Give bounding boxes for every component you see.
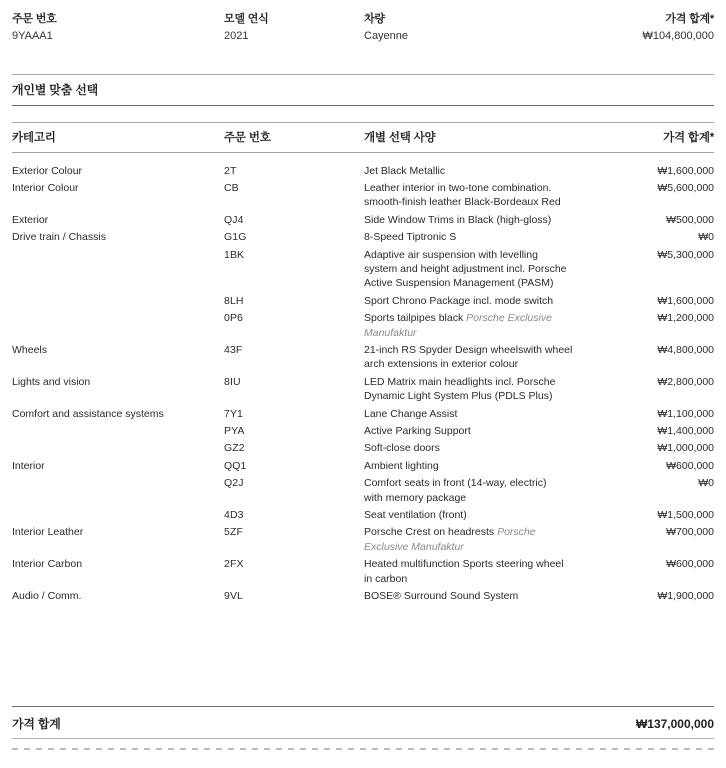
- total-row: [12, 707, 714, 738]
- table-row: [12, 440, 714, 457]
- spec-line: system and height adjustment incl. Porsche: [364, 262, 567, 275]
- cell-spec: [364, 405, 582, 422]
- table-row: [12, 246, 714, 292]
- summary-vehicle-value: Cayenne: [364, 30, 409, 42]
- total-label: 가격 합계: [12, 717, 61, 731]
- cell-price: ₩1,100,000: [657, 407, 714, 420]
- cell-price: ₩1,400,000: [657, 425, 714, 437]
- cell-spec: [364, 373, 582, 405]
- cell-order-no: 2T: [224, 164, 237, 177]
- cell-category: Exterior Colour: [12, 164, 83, 177]
- cell-category: [12, 475, 224, 507]
- cell-category: Interior Colour: [12, 181, 79, 194]
- col-header-price: 가격 합계*: [663, 132, 714, 144]
- spec-line: Heated multifunction Sports steering wheel: [364, 558, 564, 571]
- cell-spec: [364, 556, 582, 588]
- cell-category: Interior: [12, 459, 45, 472]
- cell-category: Drive train / Chassis: [12, 231, 106, 244]
- cell-price: ₩600,000: [666, 558, 714, 571]
- cell-spec: [364, 524, 582, 556]
- spec-line: 21-inch RS Spyder Design wheelswith wheel: [364, 343, 573, 356]
- cell-order-no: 2FX: [224, 558, 244, 571]
- spec-emphasis: Porsche: [494, 526, 536, 539]
- cell-order-no: 7Y1: [224, 407, 243, 420]
- cell-order-no: 43F: [224, 343, 243, 356]
- spec-line: Active Suspension Management (PASM): [364, 277, 554, 290]
- spec-line: Jet Black Metallic: [364, 164, 446, 177]
- cell-spec: [364, 440, 582, 457]
- cell-order-no: CB: [224, 181, 239, 194]
- table-row: [12, 373, 714, 405]
- spec-line: Lane Change Assist: [364, 407, 458, 420]
- section-title: 개인별 맞춤 선택: [12, 83, 99, 97]
- spec-line: with memory package: [364, 491, 467, 504]
- cell-price: ₩1,900,000: [657, 590, 714, 603]
- table-row: [12, 229, 714, 246]
- summary-vehicle-label: 차량: [364, 13, 385, 25]
- summary-vehicle: [364, 10, 582, 42]
- cell-spec: [364, 507, 582, 524]
- cell-category: [12, 423, 224, 440]
- table-row: [12, 524, 714, 556]
- spec-line: Dynamic Light System Plus (PDLS Plus): [364, 390, 553, 403]
- spec-line: Porsche Crest on headrests Porsche: [364, 526, 536, 539]
- col-header-order-no: 주문 번호: [224, 132, 271, 144]
- summary-model-year-label: 모델 연식: [224, 13, 269, 25]
- options-table: [12, 123, 714, 152]
- spec-line: Sport Chrono Package incl. mode switch: [364, 294, 554, 307]
- cell-category: [12, 246, 224, 292]
- table-row: [12, 507, 714, 524]
- cell-price: ₩5,300,000: [657, 248, 714, 261]
- cell-order-no: 1BK: [224, 248, 245, 261]
- cell-price: ₩4,800,000: [657, 343, 714, 356]
- cell-spec: [364, 341, 582, 373]
- cell-category: Interior Leather: [12, 526, 84, 539]
- options-table-body: [12, 162, 714, 605]
- spec-emphasis: Porsche Exclusive: [463, 312, 552, 325]
- cell-spec: [364, 292, 582, 309]
- cell-price: ₩1,500,000: [657, 509, 714, 522]
- cell-price: ₩500,000: [666, 213, 714, 226]
- summary-model-year: [224, 10, 364, 42]
- cell-order-no: QJ4: [224, 213, 244, 226]
- spacer: [12, 153, 714, 162]
- cell-spec: [364, 457, 582, 474]
- cell-price: ₩700,000: [666, 526, 714, 539]
- spec-line: 8-Speed Tiptronic S: [364, 231, 457, 244]
- cell-order-no: 8LH: [224, 294, 244, 307]
- spec-line: LED Matrix main headlights incl. Porsche: [364, 375, 556, 388]
- cell-order-no: 9VL: [224, 590, 243, 603]
- cell-price: ₩2,800,000: [657, 375, 714, 388]
- table-row: [12, 457, 714, 474]
- spec-line-emphasis: Manufaktur: [364, 326, 417, 339]
- spec-line: Side Window Trims in Black (high-gloss): [364, 213, 552, 226]
- cell-order-no: G1G: [224, 231, 247, 244]
- table-row: [12, 405, 714, 422]
- cell-spec: [364, 229, 582, 246]
- summary-price-total-value: ₩104,800,000: [642, 30, 714, 42]
- cell-category: [12, 292, 224, 309]
- cell-order-no: GZ2: [224, 442, 245, 455]
- cell-spec: [364, 310, 582, 342]
- cell-category: [12, 310, 224, 342]
- summary-price-total-label: 가격 합계*: [665, 13, 714, 25]
- spec-line: Ambient lighting: [364, 459, 439, 472]
- cell-price: ₩0: [698, 231, 714, 244]
- cell-price: ₩1,600,000: [657, 294, 714, 307]
- cell-category: Interior Carbon: [12, 558, 83, 571]
- dashed-cut-line: [12, 748, 714, 750]
- cell-order-no: 0P6: [224, 312, 243, 325]
- cell-spec: [364, 246, 582, 292]
- totals-block: [12, 706, 714, 750]
- spec-line-emphasis: Exclusive Manufaktur: [364, 540, 464, 553]
- cell-order-no: 4D3: [224, 509, 244, 522]
- summary-model-year-value: 2021: [224, 30, 249, 42]
- table-row: [12, 179, 714, 211]
- spec-line: arch extensions in exterior colour: [364, 358, 519, 371]
- cell-category: [12, 440, 224, 457]
- options-table-head: [12, 123, 714, 152]
- cell-category: [12, 507, 224, 524]
- table-row: [12, 588, 714, 605]
- spec-line: smooth-finish leather Black-Bordeaux Red: [364, 196, 561, 209]
- col-header-spec: 개별 선택 사양: [364, 132, 436, 144]
- cell-spec: [364, 211, 582, 228]
- cell-order-no: Q2J: [224, 477, 244, 490]
- cell-category: Comfort and assistance systems: [12, 407, 164, 420]
- cell-category: Audio / Comm.: [12, 590, 82, 603]
- spec-line: Adaptive air suspension with levelling: [364, 248, 538, 261]
- spec-line: Leather interior in two-tone combination.: [364, 181, 552, 194]
- cell-price: ₩5,600,000: [657, 181, 714, 194]
- table-row: [12, 292, 714, 309]
- cell-category: Exterior: [12, 213, 49, 226]
- divider-below-total: [12, 738, 714, 739]
- spec-line: Comfort seats in front (14-way, electric): [364, 477, 547, 490]
- table-row: [12, 211, 714, 228]
- summary-order-no-value: 9YAAA1: [12, 30, 53, 42]
- spec-line: in carbon: [364, 572, 408, 585]
- cell-price: ₩1,200,000: [657, 312, 714, 325]
- table-row: [12, 310, 714, 342]
- cell-order-no: PYA: [224, 425, 245, 437]
- summary-order-no: [12, 10, 224, 42]
- table-row: [12, 556, 714, 588]
- cell-spec: [364, 475, 582, 507]
- spacer: [12, 42, 714, 74]
- cell-spec: [364, 423, 582, 440]
- spacer: [12, 106, 714, 122]
- table-row: [12, 475, 714, 507]
- table-row: [12, 423, 714, 440]
- cell-spec: [364, 179, 582, 211]
- summary-price-total: [582, 10, 714, 42]
- cell-price: ₩600,000: [666, 459, 714, 472]
- cell-price: ₩1,000,000: [657, 442, 714, 455]
- table-row: [12, 341, 714, 373]
- cell-category: Lights and vision: [12, 375, 91, 388]
- table-row: [12, 162, 714, 179]
- spec-line: Sports tailpipes black Porsche Exclusive: [364, 312, 552, 325]
- col-header-category: 카테고리: [12, 132, 56, 144]
- cell-order-no: 8IU: [224, 375, 241, 388]
- order-summary-header: [12, 0, 714, 42]
- spec-line: Seat ventilation (front): [364, 509, 467, 522]
- cell-category: Wheels: [12, 343, 48, 356]
- table-header-row: [12, 123, 714, 152]
- spec-line: BOSE® Surround Sound System: [364, 590, 519, 603]
- total-amount: ₩137,000,000: [635, 717, 714, 731]
- cell-order-no: QQ1: [224, 459, 247, 472]
- cell-order-no: 5ZF: [224, 526, 243, 539]
- spec-line: Active Parking Support: [364, 425, 471, 437]
- cell-price: ₩1,600,000: [657, 164, 714, 177]
- cell-price: ₩0: [698, 477, 714, 490]
- cell-spec: [364, 588, 582, 605]
- spec-line: Soft-close doors: [364, 442, 440, 455]
- options-table-body-wrapper: [12, 162, 714, 605]
- summary-order-no-label: 주문 번호: [12, 13, 57, 25]
- cell-spec: [364, 162, 582, 179]
